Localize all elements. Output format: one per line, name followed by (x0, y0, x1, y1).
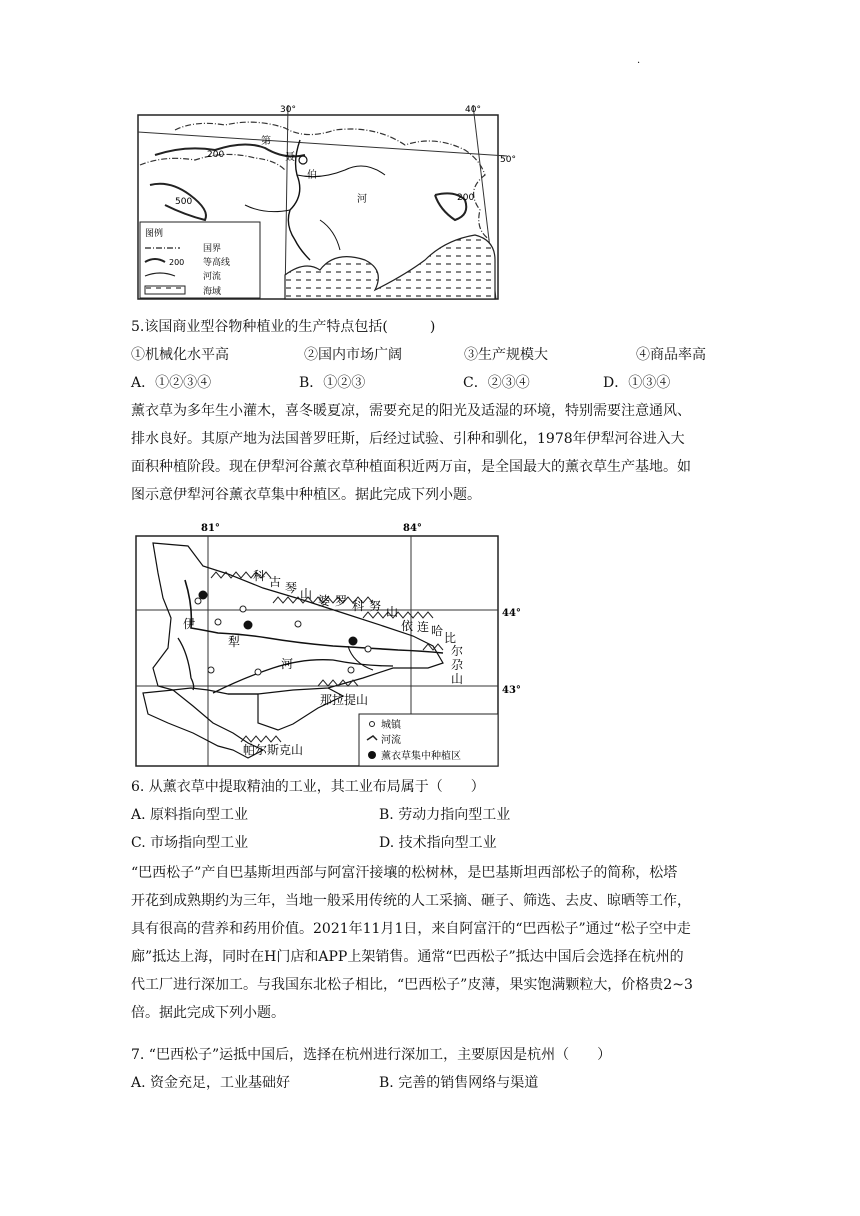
q7-option-a: A. 资金充足，工业基础好 (131, 1075, 291, 1091)
map2-mountain-poluo-2: 罗 (335, 594, 348, 608)
q5-statement-3: ③生产规模大 (464, 347, 548, 363)
contour-label-200-east: 200 (457, 193, 475, 203)
map2-river-char-1: 伊 (183, 617, 196, 631)
passage-pine-line: 廊”抵达上海，同时在H门店和APP上架销售。通常“巴西松子”抵达中国后会选择在杭州的 (131, 949, 684, 965)
legend-contour-label: 等高线 (203, 258, 231, 268)
passage-pine-line: 代工厂进行深加工。与我国东北松子相比，“巴西松子”皮薄，果实饱满颗粒大，价格贵2~3 (131, 977, 693, 993)
lat-label-43: 43° (502, 685, 521, 696)
legend-river-label: 河流 (381, 735, 401, 746)
passage-lavender-line: 面积种植阶段。现在伊犁河谷薰衣草种植面积近两万亩，是全国最大的薰衣草生产基地。如 (131, 459, 691, 475)
map2-mountain-paersi: 帕尔斯克山 (243, 743, 304, 757)
map2-mountain-yilian-4: 比 (444, 631, 457, 645)
q6-option-b: B. 劳动力指向型工业 (379, 807, 511, 823)
lon-label-40: 40° (465, 105, 481, 115)
q7-option-b: B. 完善的销售网络与渠道 (379, 1075, 539, 1091)
legend-title: 图例 (145, 229, 164, 239)
map2-mountain-yilian-1: 依 (401, 619, 414, 633)
passage-lavender-line: 排水良好。其原产地为法国普罗旺斯，后经过试验、引种和驯化，1978年伊犁河谷进入大 (131, 431, 685, 447)
q5-statement-4: ④商品率高 (636, 347, 706, 363)
q7-stem: 7. “巴西松子”运抵中国后，选择在杭州进行深加工，主要原因是杭州（ ） (131, 1047, 612, 1063)
passage-lavender-line: 薰衣草为多年生小灌木，喜冬暖夏凉，需要充足的阳光及适湿的环境，特别需要注意通风、 (131, 403, 691, 419)
map2-mountain-kegu-3: 琴 (285, 581, 298, 595)
passage-lavender (131, 397, 735, 509)
river-char-2: 聂 (285, 152, 295, 163)
q6-option-a: A. 原料指向型工业 (131, 807, 249, 823)
map2-river-char-3: 河 (281, 657, 294, 671)
map2-mountain-kegu-2: 古 (269, 575, 282, 589)
map2-mountain-yilian-3: 哈 (431, 624, 444, 638)
river-char-3: 伯 (307, 170, 317, 181)
map2-mountain-yilian-6: 尕 (451, 658, 464, 672)
map2-mountain-poluo-5: 山 (386, 605, 399, 619)
q6-stem: 6. 从薰衣草中提取精油的工业，其工业布局属于（ ） (131, 779, 485, 795)
q5-option-b: B．①②③ (299, 375, 366, 391)
passage-lavender-line: 图示意伊犁河谷薰衣草集中种植区。据此完成下列小题。 (131, 487, 481, 503)
map2-mountain-poluo-3: 科 (352, 599, 365, 613)
q5-option-a: A．①②③④ (131, 375, 212, 391)
legend-lavender-label: 薰衣草集中种植区 (381, 751, 461, 762)
q6-option-c: C. 市场指向型工业 (131, 835, 249, 851)
legend-river-label: 河流 (203, 272, 222, 282)
map2-mountain-poluo-4: 努 (369, 599, 382, 613)
q5-statement-1: ①机械化水平高 (131, 347, 229, 363)
lon-label-30: 30° (280, 105, 296, 115)
dnieper-region-map (135, 100, 520, 300)
passage-pine-line: “巴西松子”产自巴基斯坦西部与阿富汗接壤的松树林，是巴基斯坦西部松子的简称，松塔 (131, 865, 678, 881)
q5-option-c: C．②③④ (463, 375, 530, 391)
passage-pine-line: 具有很高的营养和药用价值。2021年11月1日，来自阿富汗的“巴西松子”通过“松子空中走 (131, 921, 691, 937)
legend-border-label: 国界 (203, 244, 222, 254)
lat-label-50: 50° (500, 155, 516, 165)
yili-valley-map (133, 518, 528, 768)
q6-option-d: D. 技术指向型工业 (379, 835, 497, 851)
contour-label-500: 500 (175, 197, 193, 207)
legend-town-label: 城镇 (381, 720, 401, 731)
passage-pine-nut (131, 859, 735, 1027)
lat-label-44: 44° (502, 608, 521, 619)
q5-stem: 5.该国商业型谷物种植业的生产特点包括( ) (131, 319, 436, 335)
q5-statement-2: ②国内市场广阔 (304, 347, 402, 363)
river-char-1: 第 (261, 136, 271, 147)
map2-mountain-nalati: 那拉提山 (320, 693, 369, 707)
passage-pine-line: 开花到成熟期约为三年，当地一般采用传统的人工采摘、砸子、筛选、去皮、晾晒等工作， (131, 893, 691, 909)
map2-mountain-yilian-7: 山 (451, 672, 464, 686)
map2-mountain-poluo-1: 婆 (318, 594, 331, 608)
legend-sea-label: 海域 (203, 287, 222, 297)
legend-contour-sample: 200 (169, 258, 185, 267)
map2-river-char-2: 犁 (228, 635, 241, 649)
map2-mountain-yilian-2: 连 (417, 620, 430, 634)
passage-pine-line: 倍。据此完成下列小题。 (131, 1005, 285, 1021)
map2-mountain-kegu-1: 科 (253, 569, 266, 583)
page-marker: · (637, 58, 641, 69)
q5-option-d: D．①③④ (603, 375, 671, 391)
map2-mountain-kegu-4: 山 (300, 587, 313, 601)
lon-label-84: 84° (403, 523, 422, 534)
lon-label-81: 81° (201, 523, 220, 534)
contour-label-200-west: 200 (207, 150, 225, 160)
map2-mountain-yilian-5: 尔 (451, 644, 464, 658)
river-char-4: 河 (357, 194, 367, 205)
